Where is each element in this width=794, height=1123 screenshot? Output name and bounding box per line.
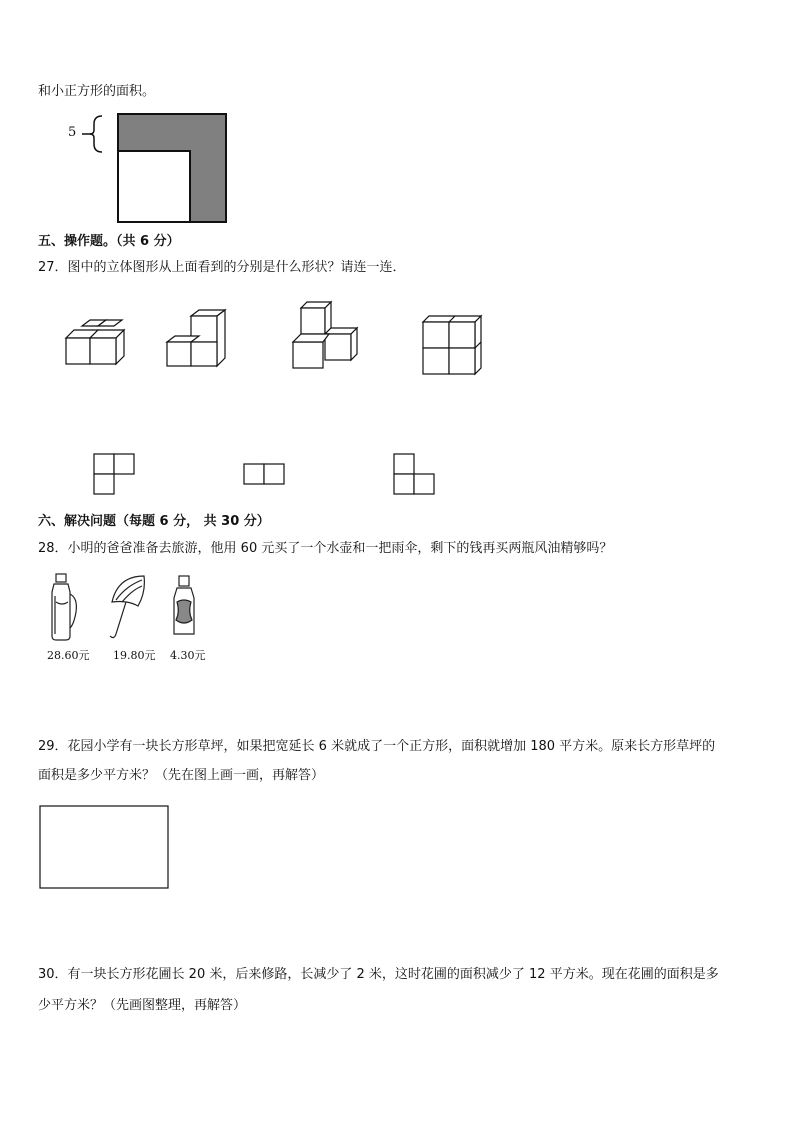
question-30-text-line1: 30．有一块长方形花圃长 20 米，后来修路，长减少了 2 米，这时花圃的面积减少了 12 平方米。现在花圃的面积是多 [38, 967, 719, 982]
solid-figure-2 [165, 308, 235, 368]
lawn-rectangle-figure[interactable] [39, 805, 171, 891]
top-view-shape-3 [393, 453, 437, 497]
question-29-text-line2: 面积是多少平方米？（先在图上画一画，再解答） [38, 768, 325, 783]
section-heading: 五、操作题。（共 6 分） [38, 234, 180, 249]
oil-bottle-icon [168, 572, 202, 642]
section-heading: 六、解决问题（每题 6 分， 共 30 分） [38, 514, 270, 529]
solid-figure-1 [64, 318, 134, 368]
brace-icon [80, 114, 104, 154]
square-area-figure [117, 113, 229, 225]
top-view-shape-2 [243, 463, 287, 487]
figure-dimension-label: 5 [68, 125, 77, 140]
intro-text: 和小正方形的面积。 [38, 84, 156, 99]
umbrella-icon [108, 572, 152, 642]
question-27-text: 27．图中的立体图形从上面看到的分别是什么形状？请连一连． [38, 260, 406, 275]
question-29-text-line1: 29．花园小学有一块长方形草坪，如果把宽延长 6 米就成了一个正方形，面积就增加 180 平方米。原来长方形草坪的 [38, 739, 716, 754]
top-view-shape-1 [93, 453, 137, 497]
price-label: 19.80元 [113, 649, 156, 662]
price-label: 4.30元 [170, 649, 206, 662]
water-bottle-icon [46, 572, 86, 642]
solid-figure-3 [291, 300, 363, 372]
question-30-text-line2: 少平方米？（先画图整理，再解答） [38, 998, 247, 1013]
solid-figure-4 [421, 312, 491, 378]
price-label: 28.60元 [47, 649, 90, 662]
question-28-text: 28．小明的爸爸准备去旅游，他用 60 元买了一个水壶和一把雨伞，剩下的钱再买两瓶风油精够吗？ [38, 541, 613, 556]
